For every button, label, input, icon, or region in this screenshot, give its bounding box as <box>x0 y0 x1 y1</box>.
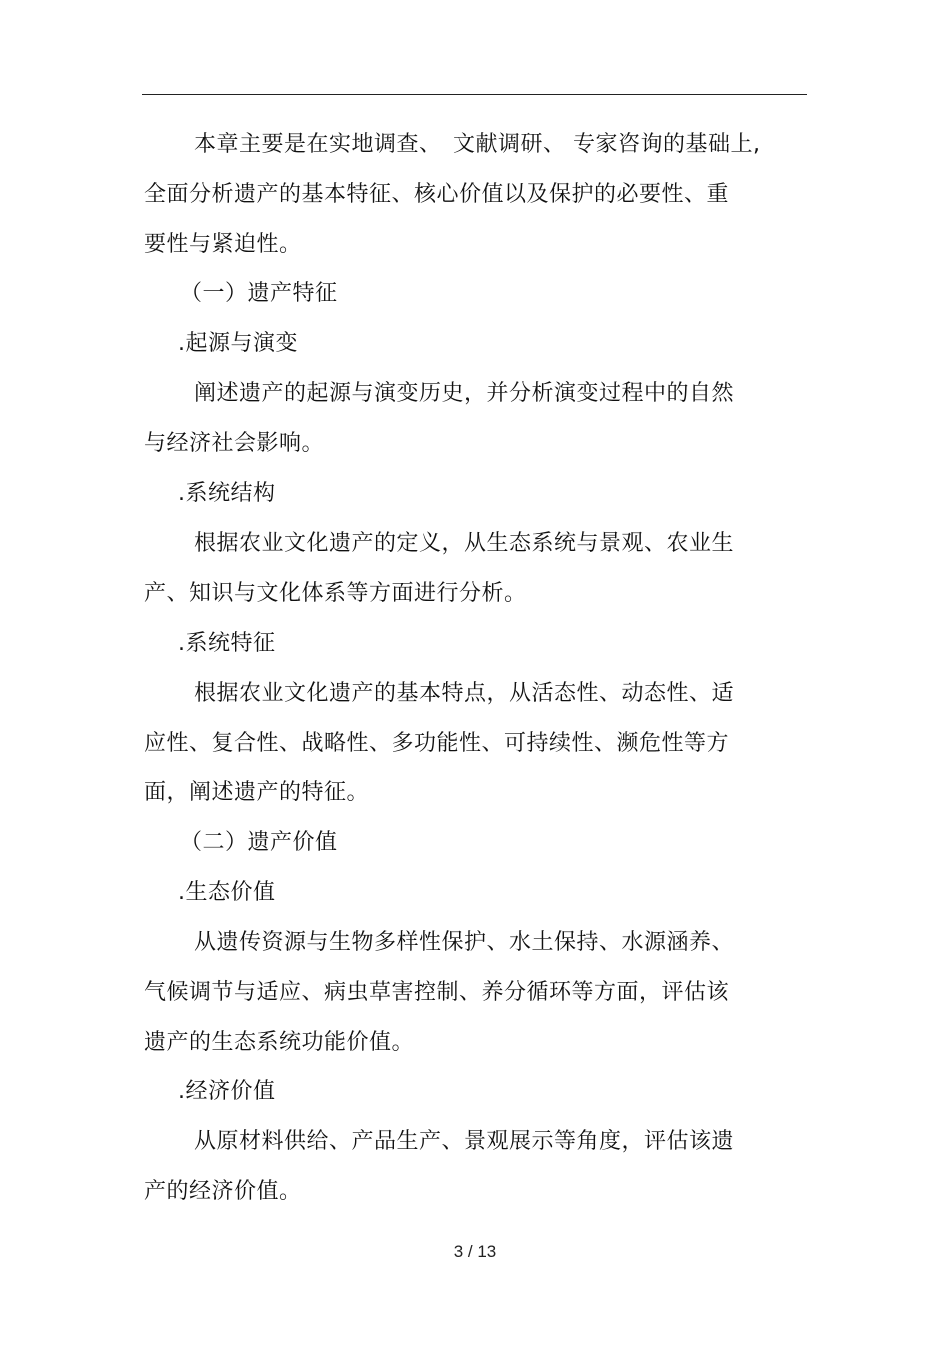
subsection-heading: .系统特征 <box>178 631 276 656</box>
page-number: 3 / 13 <box>453 1242 497 1261</box>
subsection-heading: .生态价值 <box>178 880 276 905</box>
subsection-heading: .起源与演变 <box>178 331 298 356</box>
body-line: 遗产的生态系统功能价值。 <box>144 1030 415 1055</box>
subsection-heading: .系统结构 <box>178 481 276 506</box>
body-line: 应性、复合性、战略性、多功能性、可持续性、濒危性等方 <box>144 731 730 756</box>
body-line: 产的经济价值。 <box>144 1179 302 1204</box>
subsection-heading: .经济价值 <box>178 1079 276 1104</box>
body-line: 根据农业文化遗产的基本特点，从活态性、动态性、适 <box>194 681 735 706</box>
body-line: 从遗传资源与生物多样性保护、水土保持、水源涵养、 <box>194 930 735 955</box>
body-line: 与经济社会影响。 <box>144 431 325 456</box>
section-heading: （一）遗产特征 <box>180 281 338 306</box>
header-rule <box>142 94 807 95</box>
body-line: 根据农业文化遗产的定义，从生态系统与景观、农业生 <box>194 531 735 556</box>
section-heading: （二）遗产价值 <box>180 830 338 855</box>
body-line: 本章主要是在实地调查、 文献调研、 专家咨询的基础上, <box>194 132 761 157</box>
body-line: 阐述遗产的起源与演变历史，并分析演变过程中的自然 <box>194 381 735 406</box>
body-line: 面，阐述遗产的特征。 <box>144 780 370 805</box>
body-line: 气候调节与适应、病虫草害控制、养分循环等方面，评估该 <box>144 980 730 1005</box>
body-line: 全面分析遗产的基本特征、核心价值以及保护的必要性、重 <box>144 182 730 207</box>
body-line: 从原材料供给、产品生产、景观展示等角度，评估该遗 <box>194 1129 735 1154</box>
body-line: 产、知识与文化体系等方面进行分析。 <box>144 581 527 606</box>
body-line: 要性与紧迫性。 <box>144 232 302 257</box>
